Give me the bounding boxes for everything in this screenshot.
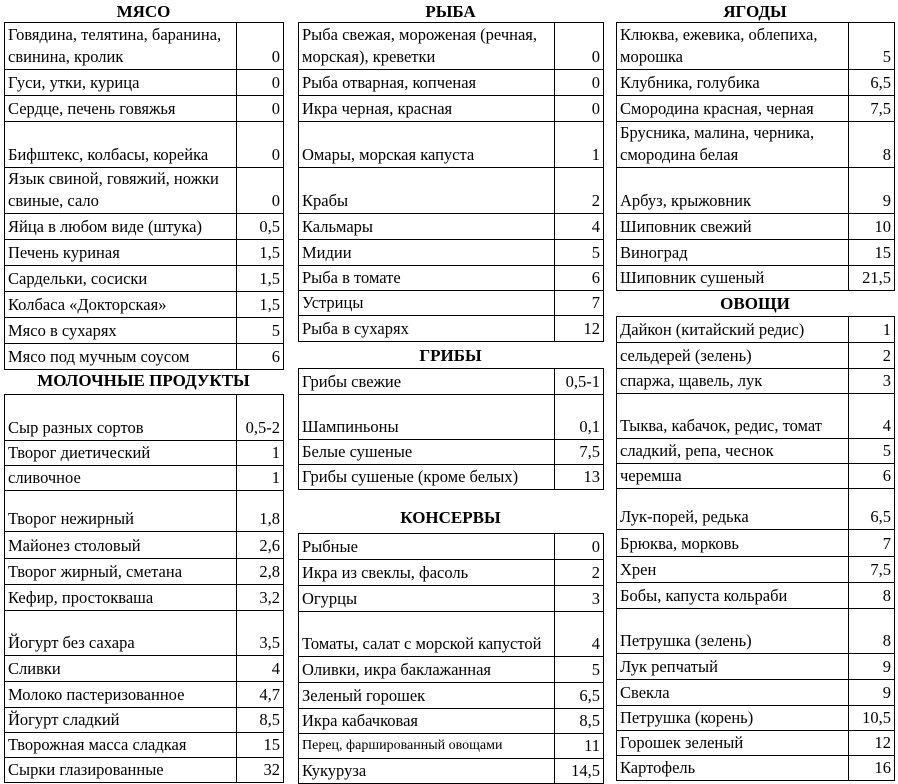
meat-item-name: Бифштекс, колбасы, корейка	[5, 122, 237, 168]
vegetables-row	[617, 654, 895, 680]
fish-item-value: 0	[555, 70, 604, 96]
berries-table	[616, 22, 895, 291]
canned-item-name: Икра кабачковая	[299, 709, 555, 734]
dairy-title: МОЛОЧНЫЕ ПРОДУКТЫ	[37, 371, 250, 390]
fish-item-name: Рыба в томате	[299, 266, 555, 291]
berries-tbody	[617, 23, 895, 291]
dairy-row	[5, 682, 284, 708]
vegetables-item-value: 9	[849, 654, 895, 680]
vegetables-row	[617, 489, 895, 530]
vegetables-item-name: Брюква, морковь	[617, 530, 849, 557]
dairy-item-value: 15	[237, 733, 284, 758]
dairy-item-name: Творог диетический	[5, 441, 237, 466]
fish-row	[299, 23, 604, 70]
berries-item-name: Виноград	[617, 240, 849, 266]
meat-row	[5, 214, 284, 240]
dairy-item-value: 3,5	[237, 611, 284, 656]
dairy-item-value: 4	[237, 656, 284, 682]
mushrooms-table	[298, 368, 604, 490]
meat-tbody	[5, 23, 284, 370]
vegetables-row	[617, 317, 895, 343]
fish-item-value: 12	[555, 316, 604, 342]
meat-item-name: Мясо под мучным соусом	[5, 344, 237, 370]
meat-item-name: Мясо в сухарях	[5, 318, 237, 344]
mushrooms-row	[299, 465, 604, 490]
berries-row	[617, 96, 895, 122]
berries-row	[617, 240, 895, 266]
fish-item-name: Крабы	[299, 168, 555, 214]
mushrooms-row	[299, 440, 604, 465]
meat-title: МЯСО	[116, 2, 171, 21]
fish-row	[299, 96, 604, 122]
canned-item-value: 11	[555, 734, 604, 759]
berries-item-name: Шиповник сушеный	[617, 266, 849, 291]
berries-row	[617, 266, 895, 291]
fish-row	[299, 316, 604, 342]
meat-row	[5, 266, 284, 292]
fish-item-name: Кальмары	[299, 214, 555, 240]
dairy-item-value: 1	[237, 441, 284, 466]
vegetables-tbody	[617, 317, 895, 781]
vegetables-item-value: 8	[849, 609, 895, 654]
vegetables-row	[617, 369, 895, 394]
fish-item-value: 1	[555, 122, 604, 168]
vegetables-row	[617, 706, 895, 731]
dairy-row	[5, 733, 284, 758]
vegetables-item-name: черемша	[617, 464, 849, 489]
vegetables-item-name: Бобы, капуста кольраби	[617, 583, 849, 609]
vegetables-item-name: Лук репчатый	[617, 654, 849, 680]
dairy-item-value: 0,5-2	[237, 395, 284, 441]
berries-item-value: 5	[849, 23, 895, 70]
canned-item-value: 3	[555, 586, 604, 612]
vegetables-item-value: 7,5	[849, 557, 895, 583]
vegetables-item-name: Горошек зеленый	[617, 731, 849, 756]
dairy-item-name: Творог жирный, сметана	[5, 559, 237, 585]
canned-item-name: Томаты, салат с морской капустой	[299, 612, 555, 657]
dairy-item-name: Молоко пастеризованное	[5, 682, 237, 708]
mushrooms-item-name: Белые сушеные	[299, 440, 555, 465]
canned-tbody	[299, 534, 604, 784]
canned-title: КОНСЕРВЫ	[400, 508, 501, 527]
meat-item-name: Сардельки, сосиски	[5, 266, 237, 292]
fish-row	[299, 168, 604, 214]
canned-item-value: 4	[555, 612, 604, 657]
dairy-tbody	[5, 395, 284, 783]
dairy-row	[5, 656, 284, 682]
vegetables-item-value: 6	[849, 464, 895, 489]
vegetables-row	[617, 557, 895, 583]
vegetables-item-value: 4	[849, 394, 895, 439]
vegetables-item-value: 16	[849, 756, 895, 781]
fish-item-name: Рыба свежая, мороженая (речная, морская), креветки	[299, 23, 555, 70]
canned-item-name: Рыбные	[299, 534, 555, 560]
vegetables-item-value: 12	[849, 731, 895, 756]
fish-item-value: 6	[555, 266, 604, 291]
vegetables-item-name: Тыква, кабачок, редис, томат	[617, 394, 849, 439]
dairy-item-value: 1	[237, 466, 284, 491]
canned-item-name: Перец, фаршированный овощами	[299, 734, 555, 759]
vegetables-item-name: Свекла	[617, 680, 849, 706]
dairy-item-name: Сыр разных сортов	[5, 395, 237, 441]
dairy-row	[5, 441, 284, 466]
dairy-row	[5, 559, 284, 585]
berries-item-name: Арбуз, крыжовник	[617, 168, 849, 214]
dairy-item-name: Йогурт без сахара	[5, 611, 237, 656]
meat-item-value: 1,5	[237, 240, 284, 266]
vegetables-row	[617, 343, 895, 369]
vegetables-item-value: 5	[849, 439, 895, 464]
meat-item-value: 0	[237, 70, 284, 96]
dairy-item-value: 4,7	[237, 682, 284, 708]
meat-item-value: 1,5	[237, 292, 284, 318]
canned-item-name: Зеленый горошек	[299, 683, 555, 709]
vegetables-item-name: спаржа, щавель, лук	[617, 369, 849, 394]
meat-row	[5, 318, 284, 344]
meat-item-name: Яйца в любом виде (штука)	[5, 214, 237, 240]
canned-row	[299, 734, 604, 759]
mushrooms-row	[299, 395, 604, 440]
canned-item-value: 0	[555, 534, 604, 560]
canned-table	[298, 533, 604, 784]
dairy-item-name: Творожная масса сладкая	[5, 733, 237, 758]
vegetables-title: ОВОЩИ	[720, 294, 790, 313]
dairy-item-name: Майонез столовый	[5, 532, 237, 559]
dairy-item-name: Творог нежирный	[5, 491, 237, 532]
fish-row	[299, 240, 604, 266]
berries-item-value: 9	[849, 168, 895, 214]
vegetables-item-name: сладкий, репа, чеснок	[617, 439, 849, 464]
meat-row	[5, 122, 284, 168]
berries-item-value: 8	[849, 122, 895, 168]
dairy-item-value: 2,8	[237, 559, 284, 585]
vegetables-item-value: 2	[849, 343, 895, 369]
fish-item-name: Мидии	[299, 240, 555, 266]
fish-item-name: Устрицы	[299, 291, 555, 316]
vegetables-item-value: 9	[849, 680, 895, 706]
vegetables-row	[617, 583, 895, 609]
berries-item-value: 15	[849, 240, 895, 266]
dairy-row	[5, 611, 284, 656]
fish-row	[299, 122, 604, 168]
fish-tbody	[299, 23, 604, 342]
fish-item-value: 4	[555, 214, 604, 240]
dairy-row	[5, 466, 284, 491]
fish-row	[299, 70, 604, 96]
dairy-row	[5, 532, 284, 559]
fish-table	[298, 22, 604, 342]
fish-row	[299, 214, 604, 240]
berries-item-name: Клюква, ежевика, облепиха, морошка	[617, 23, 849, 70]
fish-item-value: 5	[555, 240, 604, 266]
vegetables-item-name: Дайкон (китайский редис)	[617, 317, 849, 343]
mushrooms-item-name: Грибы сушеные (кроме белых)	[299, 465, 555, 490]
canned-item-name: Икра из свеклы, фасоль	[299, 560, 555, 586]
canned-item-value: 14,5	[555, 759, 604, 784]
dairy-item-name: Кефир, простокваша	[5, 585, 237, 611]
canned-row	[299, 612, 604, 657]
fish-item-value: 0	[555, 96, 604, 122]
berries-row	[617, 214, 895, 240]
meat-item-value: 0	[237, 122, 284, 168]
mushrooms-item-name: Шампиньоны	[299, 395, 555, 440]
dairy-item-name: Сырки глазированные	[5, 758, 237, 783]
berries-item-value: 21,5	[849, 266, 895, 291]
dairy-item-value: 1,8	[237, 491, 284, 532]
canned-item-name: Огурцы	[299, 586, 555, 612]
dairy-item-value: 32	[237, 758, 284, 783]
canned-row	[299, 709, 604, 734]
vegetables-item-name: Картофель	[617, 756, 849, 781]
berries-item-name: Смородина красная, черная	[617, 96, 849, 122]
vegetables-row	[617, 394, 895, 439]
mushrooms-row	[299, 369, 604, 395]
meat-item-value: 0	[237, 96, 284, 122]
meat-item-name: Печень куриная	[5, 240, 237, 266]
mushrooms-item-value: 7,5	[555, 440, 604, 465]
vegetables-row	[617, 680, 895, 706]
vegetables-item-value: 7	[849, 530, 895, 557]
berries-item-name: Шиповник свежий	[617, 214, 849, 240]
dairy-table	[4, 394, 284, 783]
berries-item-value: 6,5	[849, 70, 895, 96]
mushrooms-item-value: 0,5-1	[555, 369, 604, 395]
meat-table	[4, 22, 284, 370]
mushrooms-item-value: 13	[555, 465, 604, 490]
canned-row	[299, 586, 604, 612]
canned-item-value: 8,5	[555, 709, 604, 734]
canned-item-name: Кукуруза	[299, 759, 555, 784]
dairy-row	[5, 395, 284, 441]
canned-row	[299, 759, 604, 784]
canned-item-value: 5	[555, 657, 604, 683]
dairy-item-name: Йогурт сладкий	[5, 708, 237, 733]
berries-row	[617, 23, 895, 70]
dairy-item-name: Сливки	[5, 656, 237, 682]
berries-item-name: Клубника, голубика	[617, 70, 849, 96]
canned-item-value: 6,5	[555, 683, 604, 709]
mushrooms-item-value: 0,1	[555, 395, 604, 440]
canned-row	[299, 683, 604, 709]
meat-row	[5, 344, 284, 370]
dairy-item-value: 2,6	[237, 532, 284, 559]
vegetables-item-value: 6,5	[849, 489, 895, 530]
vegetables-row	[617, 464, 895, 489]
vegetables-table	[616, 316, 895, 781]
meat-row	[5, 70, 284, 96]
vegetables-row	[617, 439, 895, 464]
meat-item-value: 0,5	[237, 214, 284, 240]
mushrooms-tbody	[299, 369, 604, 490]
dairy-row	[5, 491, 284, 532]
dairy-row	[5, 708, 284, 733]
meat-row	[5, 240, 284, 266]
vegetables-row	[617, 731, 895, 756]
fish-title: РЫБА	[425, 2, 476, 21]
berries-item-value: 10	[849, 214, 895, 240]
vegetables-item-value: 10,5	[849, 706, 895, 731]
fish-item-name: Рыба отварная, копченая	[299, 70, 555, 96]
fish-item-name: Рыба в сухарях	[299, 316, 555, 342]
berries-item-value: 7,5	[849, 96, 895, 122]
meat-item-name: Гуси, утки, курица	[5, 70, 237, 96]
meat-item-name: Язык свиной, говяжий, ножки свиные, сало	[5, 168, 237, 214]
canned-item-value: 2	[555, 560, 604, 586]
canned-row	[299, 560, 604, 586]
meat-row	[5, 23, 284, 70]
mushrooms-title: ГРИБЫ	[419, 346, 482, 365]
fish-item-name: Икра черная, красная	[299, 96, 555, 122]
canned-row	[299, 657, 604, 683]
vegetables-item-name: Петрушка (зелень)	[617, 609, 849, 654]
dairy-row	[5, 758, 284, 783]
dairy-row	[5, 585, 284, 611]
meat-item-name: Колбаса «Докторская»	[5, 292, 237, 318]
canned-row	[299, 534, 604, 560]
vegetables-item-name: Хрен	[617, 557, 849, 583]
meat-item-value: 1,5	[237, 266, 284, 292]
meat-row	[5, 168, 284, 214]
fish-item-value: 7	[555, 291, 604, 316]
meat-row	[5, 292, 284, 318]
vegetables-row	[617, 530, 895, 557]
berries-row	[617, 168, 895, 214]
vegetables-item-name: сельдерей (зелень)	[617, 343, 849, 369]
mushrooms-item-name: Грибы свежие	[299, 369, 555, 395]
fish-item-name: Омары, морская капуста	[299, 122, 555, 168]
dairy-item-value: 8,5	[237, 708, 284, 733]
meat-item-name: Сердце, печень говяжья	[5, 96, 237, 122]
dairy-item-value: 3,2	[237, 585, 284, 611]
fish-row	[299, 291, 604, 316]
vegetables-item-value: 8	[849, 583, 895, 609]
vegetables-item-value: 1	[849, 317, 895, 343]
vegetables-row	[617, 609, 895, 654]
meat-item-name: Говядина, телятина, баранина, свинина, кролик	[5, 23, 237, 70]
fish-item-value: 2	[555, 168, 604, 214]
meat-row	[5, 96, 284, 122]
canned-item-name: Оливки, икра баклажанная	[299, 657, 555, 683]
fish-row	[299, 266, 604, 291]
vegetables-item-value: 3	[849, 369, 895, 394]
fish-item-value: 0	[555, 23, 604, 70]
vegetables-item-name: Лук-порей, редька	[617, 489, 849, 530]
berries-row	[617, 70, 895, 96]
berries-row	[617, 122, 895, 168]
meat-item-value: 0	[237, 23, 284, 70]
meat-item-value: 5	[237, 318, 284, 344]
meat-item-value: 6	[237, 344, 284, 370]
vegetables-item-name: Петрушка (корень)	[617, 706, 849, 731]
meat-item-value: 0	[237, 168, 284, 214]
vegetables-row	[617, 756, 895, 781]
dairy-item-name: сливочное	[5, 466, 237, 491]
berries-title: ЯГОДЫ	[723, 2, 787, 21]
berries-item-name: Брусника, малина, черника, смородина белая	[617, 122, 849, 168]
